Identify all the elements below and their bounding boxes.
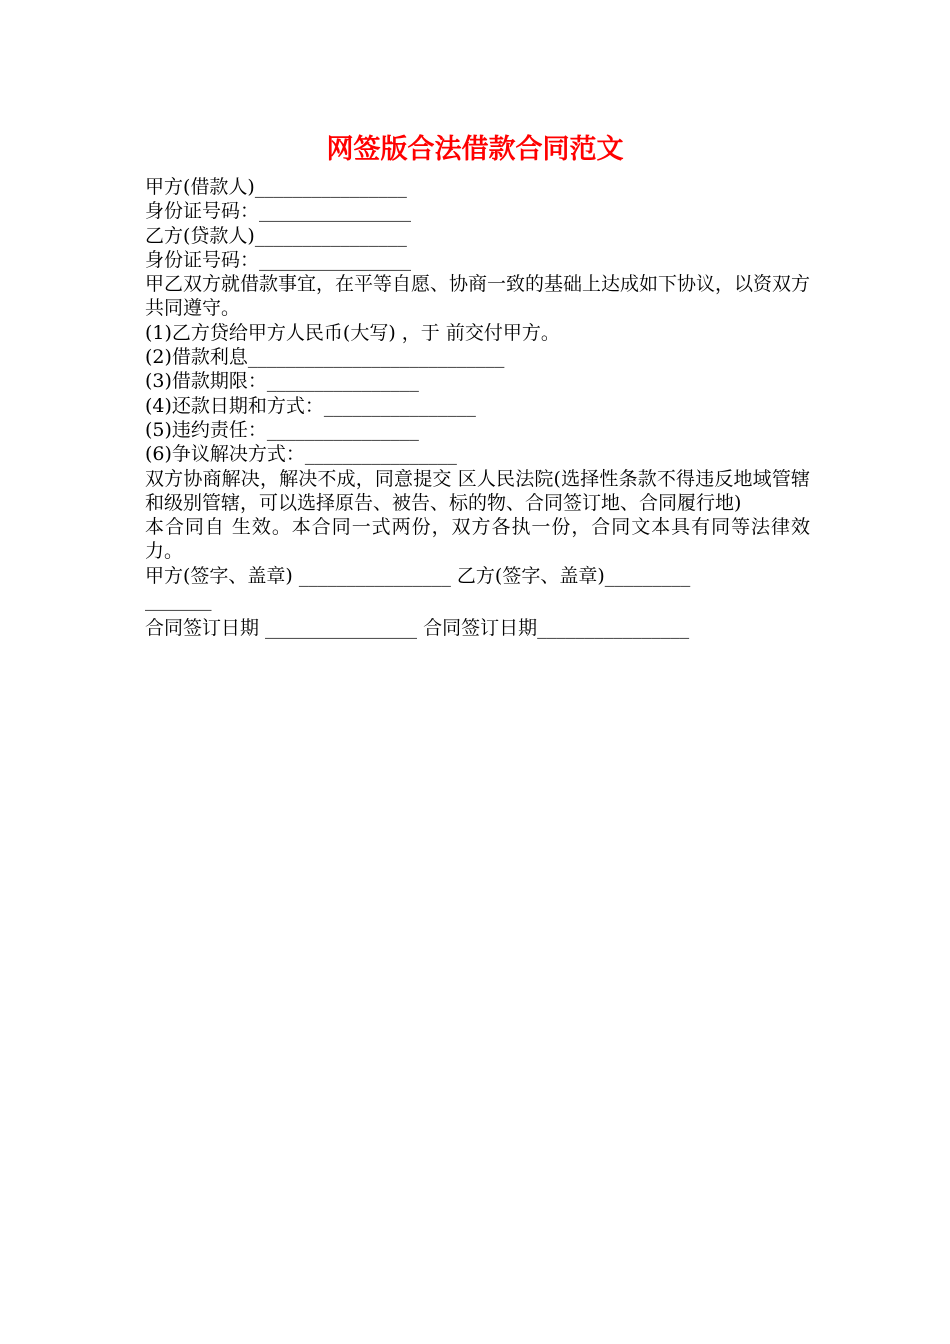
- clause-5: (5)违约责任：________________: [145, 418, 419, 441]
- signature-line: 甲方(签字、盖章) ________________ 乙方(签字、盖章)_________: [145, 564, 691, 587]
- clause-6: (6)争议解决方式：________________: [145, 443, 457, 466]
- clause-3: (3)借款期限：________________: [145, 370, 419, 393]
- clause-1: (1)乙方贷给甲方人民币(大写) ，于 前交付甲方。: [145, 321, 560, 344]
- clause-4: (4)还款日期和方式：________________: [145, 394, 476, 417]
- document-body: [145, 175, 810, 641]
- intro-paragraph: 甲乙双方就借款事宜，在平等自愿、协商一致的基础上达成如下协议，以资双方共同遵守。: [145, 273, 811, 320]
- effect-paragraph: 本合同自 生效。本合同一式两份，双方各执一份，合同文本具有同等法律效力。: [145, 516, 810, 563]
- party-b-line: 乙方(贷款人)________________: [145, 224, 407, 247]
- date-line: 合同签订日期 ________________ 合同签订日期________________: [145, 617, 690, 640]
- party-a-line: 甲方(借款人)________________: [145, 176, 407, 198]
- document-title: 网签版合法借款合同范文: [326, 134, 624, 165]
- party-b-id-line: 身份证号码：________________: [145, 248, 412, 271]
- party-a-id-line: 身份证号码：________________: [145, 200, 412, 223]
- dispute-paragraph: 双方协商解决，解决不成，同意提交 区人民法院(选择性条款不得违反地域管辖和级别管辖，可以选择原告、被告、标的物、合同签订地、合同履行地): [145, 467, 810, 514]
- signature-overflow-line: _______: [145, 589, 212, 612]
- clause-2: (2)借款利息___________________________: [145, 346, 505, 369]
